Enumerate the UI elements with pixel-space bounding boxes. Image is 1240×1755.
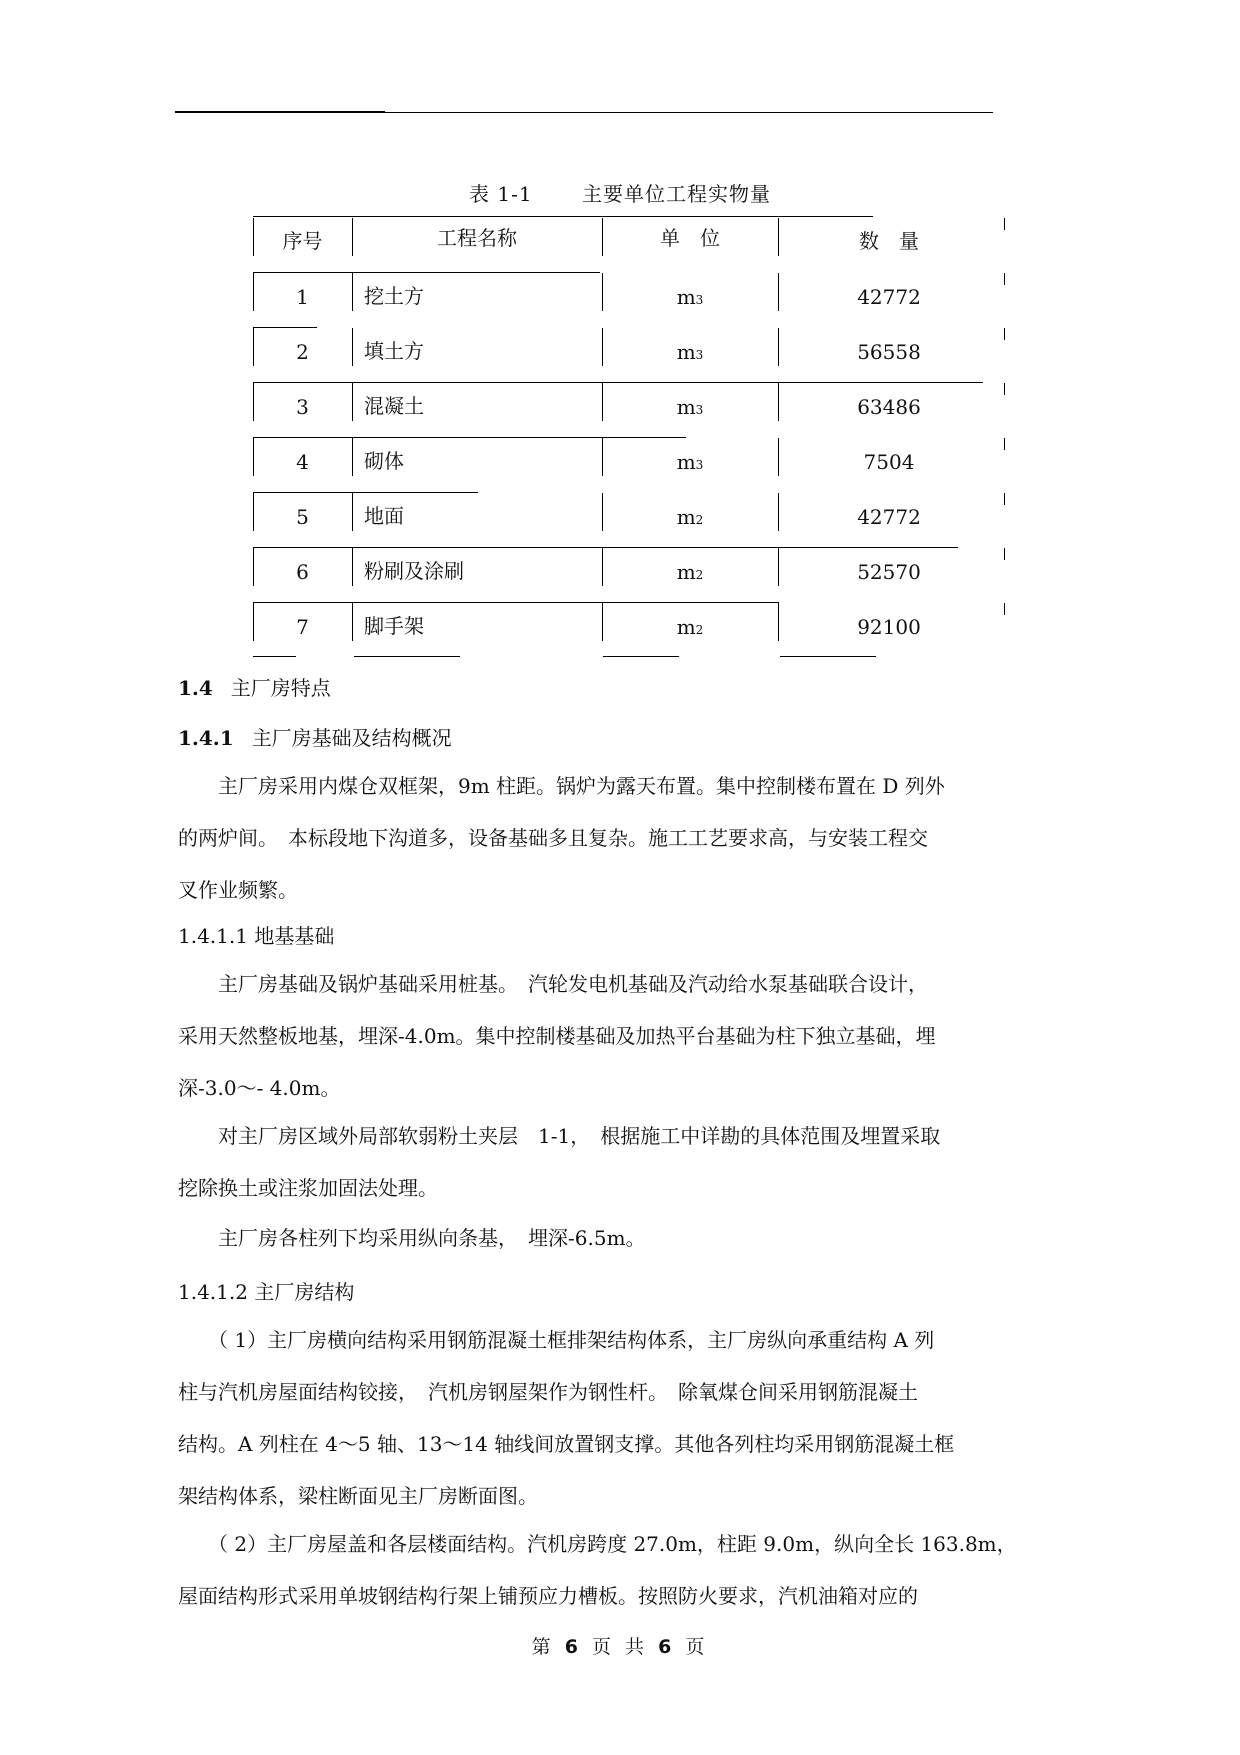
- paragraph: [178, 1110, 1078, 1214]
- table-edge-tick: [1004, 603, 1005, 615]
- table-cell-no: 5: [296, 505, 309, 529]
- section-heading-1-4: [178, 672, 331, 701]
- table-cell-no: 4: [296, 450, 309, 474]
- table-rule: [780, 656, 876, 657]
- table-col-rule: [352, 603, 353, 641]
- table-cell-unit: m2: [676, 505, 704, 529]
- table-cell-no: 7: [296, 615, 309, 639]
- table-cell-qty: 56558: [857, 340, 921, 364]
- table-header-unit: 单 位: [660, 226, 720, 250]
- table-cell-no: 6: [296, 560, 309, 584]
- text-line: 主厂房采用内煤仓双框架，9m 柱距。锅炉为露天布置。集中控制楼布置在 D 列外: [178, 774, 945, 798]
- table-cell-unit: m3: [676, 450, 704, 474]
- text-line: 柱与汽机房屋面结构铰接， 汽机房钢屋架作为钢性杆。 除氧煤仓间采用钢筋混凝土: [178, 1380, 918, 1404]
- table-header-name: 工程名称: [437, 226, 517, 250]
- table-cell-qty: 92100: [857, 615, 921, 639]
- table-rule: [253, 437, 686, 438]
- section-title: 主厂房特点: [230, 676, 331, 700]
- table-cell-name: 粉刷及涂刷: [364, 559, 464, 583]
- table-edge-tick: [1004, 548, 1005, 560]
- table-cell-qty: 52570: [857, 560, 921, 584]
- table-rule: [253, 547, 958, 548]
- table-rule: [253, 216, 873, 217]
- table-cell-qty: 7504: [863, 450, 915, 474]
- page-total: 6: [658, 1636, 676, 1658]
- header-rule-thick: [175, 111, 385, 113]
- table-header-qty: 数 量: [859, 229, 919, 253]
- page-number: 6: [564, 1636, 582, 1658]
- table-caption-title: 主要单位工程实物量: [581, 182, 771, 206]
- table-rule: [354, 656, 460, 657]
- footer-middle: 页 共: [591, 1636, 649, 1658]
- text-line: 主厂房基础及锅炉基础采用桩基。 汽轮发电机基础及汽动给水泵基础联合设计，: [178, 972, 928, 996]
- table-cell-qty: 42772: [857, 285, 921, 309]
- section-heading-1-4-1: [178, 722, 452, 751]
- table-edge-tick: [1004, 493, 1005, 505]
- paragraph: [178, 760, 1078, 916]
- table-col-rule: [352, 273, 353, 311]
- table-col-rule: [352, 548, 353, 586]
- section-heading-1-4-1-1: 1.4.1.1 地基基础: [178, 924, 335, 948]
- section-heading-1-4-1-2: 1.4.1.2 主厂房结构: [178, 1280, 355, 1304]
- section-number: 1.4: [178, 676, 213, 700]
- text-line: 屋面结构形式采用单坡钢结构行架上铺预应力槽板。按照防火要求，汽机油箱对应的: [178, 1584, 918, 1608]
- table-edge-tick: [1004, 273, 1005, 285]
- table-cell-name: 地面: [364, 504, 404, 528]
- text-line: 的两炉间。 本标段地下沟道多，设备基础多且复杂。施工工艺要求高，与安装工程交: [178, 826, 928, 850]
- table-cell-name: 挖土方: [364, 284, 424, 308]
- table-col-rule: [352, 438, 353, 476]
- text-line: （ 2）主厂房屋盖和各层楼面结构。汽机房跨度 27.0m，柱距 9.0m，纵向全长 163.8m，: [178, 1532, 1017, 1556]
- paragraph: [178, 1518, 1078, 1622]
- table-cell-name: 砌体: [364, 449, 404, 473]
- table-cell-qty: 42772: [857, 505, 921, 529]
- table-rule: [253, 327, 317, 328]
- table-rule: [253, 382, 983, 383]
- table-cell-unit: m2: [676, 560, 704, 584]
- table-cell-name: 混凝土: [364, 394, 424, 418]
- table-cell-no: 3: [296, 395, 309, 419]
- text-line: 架结构体系，梁柱断面见主厂房断面图。: [178, 1484, 538, 1508]
- paragraph: [178, 1314, 1078, 1522]
- page-footer: [0, 1632, 1240, 1659]
- text-line: 采用天然整板地基，埋深-4.0m。集中控制楼基础及加热平台基础为柱下独立基础，埋: [178, 1024, 936, 1048]
- footer-prefix: 第: [531, 1636, 555, 1658]
- table-cell-no: 1: [296, 285, 309, 309]
- text-line: （ 1）主厂房横向结构采用钢筋混凝土框排架结构体系，主厂房纵向承重结构 A 列: [178, 1328, 935, 1352]
- text-line: 深-3.0～- 4.0m。: [178, 1076, 341, 1100]
- table-col-rule: [352, 493, 353, 531]
- table-col-rule: [352, 383, 353, 421]
- table-edge-tick: [1004, 218, 1005, 230]
- table-rule: [253, 492, 478, 493]
- table-caption: [0, 178, 1240, 207]
- table-header-no: 序号: [282, 229, 323, 253]
- table-cell-name: 脚手架: [364, 614, 424, 638]
- text-line: 叉作业频繁。: [178, 878, 298, 902]
- table-rule: [603, 656, 679, 657]
- paragraph: [178, 1212, 1078, 1264]
- text-line: 结构。A 列柱在 4～5 轴、13～14 轴线间放置钢支撑。其他各列柱均采用钢筋混凝土框: [178, 1432, 955, 1456]
- paragraph: [178, 958, 1078, 1114]
- table-edge-tick: [1004, 328, 1005, 340]
- table-edge-tick: [1004, 383, 1005, 395]
- section-number: 1.4.1: [178, 726, 234, 750]
- section-title: 主厂房基础及结构概况: [251, 726, 452, 750]
- table-cell-qty: 63486: [857, 395, 921, 419]
- table-caption-number: 表 1-1: [469, 182, 533, 206]
- table-col-rule: [352, 328, 353, 366]
- table-edge-tick: [1004, 438, 1005, 450]
- table-rule: [253, 602, 779, 603]
- text-line: 对主厂房区域外局部软弱粉土夹层 1-1， 根据施工中详勘的具体范围及埋置采取: [178, 1124, 941, 1148]
- table-rule: [253, 656, 296, 657]
- table-cell-unit: m3: [676, 395, 704, 419]
- header-rule: [385, 112, 993, 113]
- footer-suffix: 页: [685, 1636, 709, 1658]
- table-cell-unit: m3: [676, 285, 704, 309]
- text-line: 主厂房各柱列下均采用纵向条基， 埋深-6.5m。: [178, 1226, 646, 1250]
- table-cell-unit: m3: [676, 340, 704, 364]
- table-cell-unit: m2: [676, 615, 704, 639]
- table-rule: [253, 272, 600, 273]
- text-line: 挖除换土或注浆加固法处理。: [178, 1176, 438, 1200]
- table-cell-no: 2: [296, 340, 309, 364]
- table-cell-name: 填土方: [364, 339, 424, 363]
